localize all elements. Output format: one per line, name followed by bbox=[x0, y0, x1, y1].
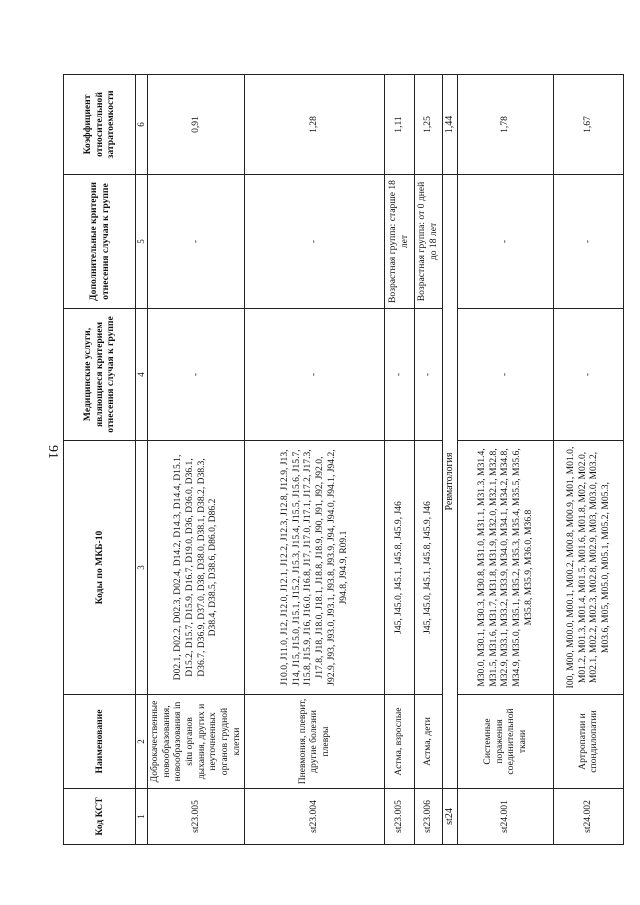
header-row bbox=[64, 75, 136, 845]
table-row bbox=[244, 75, 384, 845]
header-code: Код КСТ bbox=[64, 789, 136, 845]
column-number: 1 bbox=[136, 789, 148, 845]
header-criteria: Дополнительные критерии отнесения случая к группе bbox=[64, 175, 136, 309]
row-code: st24.002 bbox=[553, 789, 623, 845]
row-icd: D02.1, D02.2, D02.3, D02.4, D14.2, D14.3, D14.4, D15.1, D15.2, D15.7, D15.9, D16.7, D19.0, D36, D36.0, D36.1, D36.7, D36.9, D37.0, D38, D38.0, D38.1, D38.2, D38.3, D38.4, D38.5, D38.6, D86.0, D86.2 bbox=[147, 441, 244, 695]
column-number-row bbox=[136, 75, 148, 845]
row-criteria: Возрастная группа: старше 18 лет bbox=[384, 175, 414, 309]
column-number: 5 bbox=[136, 175, 148, 309]
row-name: Пневмония, плеврит, другие болезни плевры bbox=[244, 695, 384, 789]
ksg-table bbox=[63, 74, 624, 845]
section-row bbox=[442, 75, 457, 845]
row-criteria: - bbox=[457, 175, 553, 309]
row-coef: 0,91 bbox=[147, 75, 244, 175]
row-services: - bbox=[553, 309, 623, 441]
table-row bbox=[457, 75, 553, 845]
row-code: st24.001 bbox=[457, 789, 553, 845]
row-name: Астма, дети bbox=[414, 695, 442, 789]
row-icd: M30.0, M30.1, M30.3, M30.8, M31.0, M31.1, M31.3, M31.4, M31.5, M31.6, M31.7, M31.8, M31.9, M32.0, M32.1, M32.8, M32.9, M33.1, M33.2, M33.9, M34.0, M34.1, M34.2, M34.8, M34.9, M35.0, M35.1, M35.2, M35.3, M35.4, M35.5, M35.6, M35.8, M35.9, M36.0, M36.8 bbox=[457, 441, 553, 695]
page-number: 91 bbox=[45, 445, 60, 459]
section-coef: 1,44 bbox=[442, 75, 457, 175]
row-name: Системные поражения соединительной ткани bbox=[457, 695, 553, 789]
row-code: st23.006 bbox=[414, 789, 442, 845]
row-coef: 1,67 bbox=[553, 75, 623, 175]
row-coef: 1,78 bbox=[457, 75, 553, 175]
row-coef: 1,25 bbox=[414, 75, 442, 175]
row-name: Артропатии и спондилопатии bbox=[553, 695, 623, 789]
row-services: - bbox=[147, 309, 244, 441]
row-criteria: - bbox=[147, 175, 244, 309]
row-criteria: Возрастная группа: от 0 дней до 18 лет bbox=[414, 175, 442, 309]
column-number: 3 bbox=[136, 441, 148, 695]
row-code: st23.005 bbox=[147, 789, 244, 845]
row-services: - bbox=[384, 309, 414, 441]
row-icd: J10.0, J11.0, J12, J12.0, J12.1, J12.2, J12.3, J12.8, J12.9, J13, J14, J15, J15.0, J15.1, J15.2, J15.3, J15.4, J15.5, J15.6, J15.7, J15.8, J15.9, J16, J16.0, J16.8, J17, J17.0, J17.1, J17.2, J17.3, J17.8, J18, J18.0, J18.1, J18.8, J18.9, J90, J91, J92, J92.0, J92.9, J93, J93.0, J93.1, J93.8, J93.9, J94, J94.0, J94.1, J94.2, J94.8, J94.9, R09.1 bbox=[244, 441, 384, 695]
row-icd: J45, J45.0, J45.1, J45.8, J45.9, J46 bbox=[414, 441, 442, 695]
header-icd: Коды по МКБ-10 bbox=[64, 441, 136, 695]
row-coef: 1,11 bbox=[384, 75, 414, 175]
row-code: st23.005 bbox=[384, 789, 414, 845]
rotated-table-container bbox=[63, 75, 611, 845]
section-code: st24 bbox=[442, 789, 457, 845]
section-name: Ревматология bbox=[442, 175, 457, 789]
row-name: Доброкачественные новообразования, новообразования in situ органов дыхания, других и неуточненных органов грудной клетки bbox=[147, 695, 244, 789]
row-coef: 1,28 bbox=[244, 75, 384, 175]
column-number: 4 bbox=[136, 309, 148, 441]
header-coef: Коэффициент относительной затратоемкости bbox=[64, 75, 136, 175]
row-icd: J45, J45.0, J45.1, J45.8, J45.9, J46 bbox=[384, 441, 414, 695]
header-services: Медицинские услуги, являющиеся критерием отнесения случая к группе bbox=[64, 309, 136, 441]
column-number: 2 bbox=[136, 695, 148, 789]
row-icd: I00, M00, M00.0, M00.1, M00.2, M00.8, M00.9, M01, M01.0, M01.2, M01.3, M01.4, M01.5, M01.6, M01.8, M02, M02.0, M02.1, M02.2, M02.3, M02.8, M02.9, M03, M03.0, M03.2, M03.6, M05, M05.0, M05.1, M05.2, M05.3, bbox=[553, 441, 623, 695]
row-criteria: - bbox=[244, 175, 384, 309]
row-services: - bbox=[244, 309, 384, 441]
row-services: - bbox=[414, 309, 442, 441]
row-name: Астма, взрослые bbox=[384, 695, 414, 789]
table-row bbox=[384, 75, 414, 845]
header-name: Наименование bbox=[64, 695, 136, 789]
row-criteria: - bbox=[553, 175, 623, 309]
table-row bbox=[553, 75, 623, 845]
row-services: - bbox=[457, 309, 553, 441]
row-code: st23.004 bbox=[244, 789, 384, 845]
table-row bbox=[147, 75, 244, 845]
column-number: 6 bbox=[136, 75, 148, 175]
table-row bbox=[414, 75, 442, 845]
